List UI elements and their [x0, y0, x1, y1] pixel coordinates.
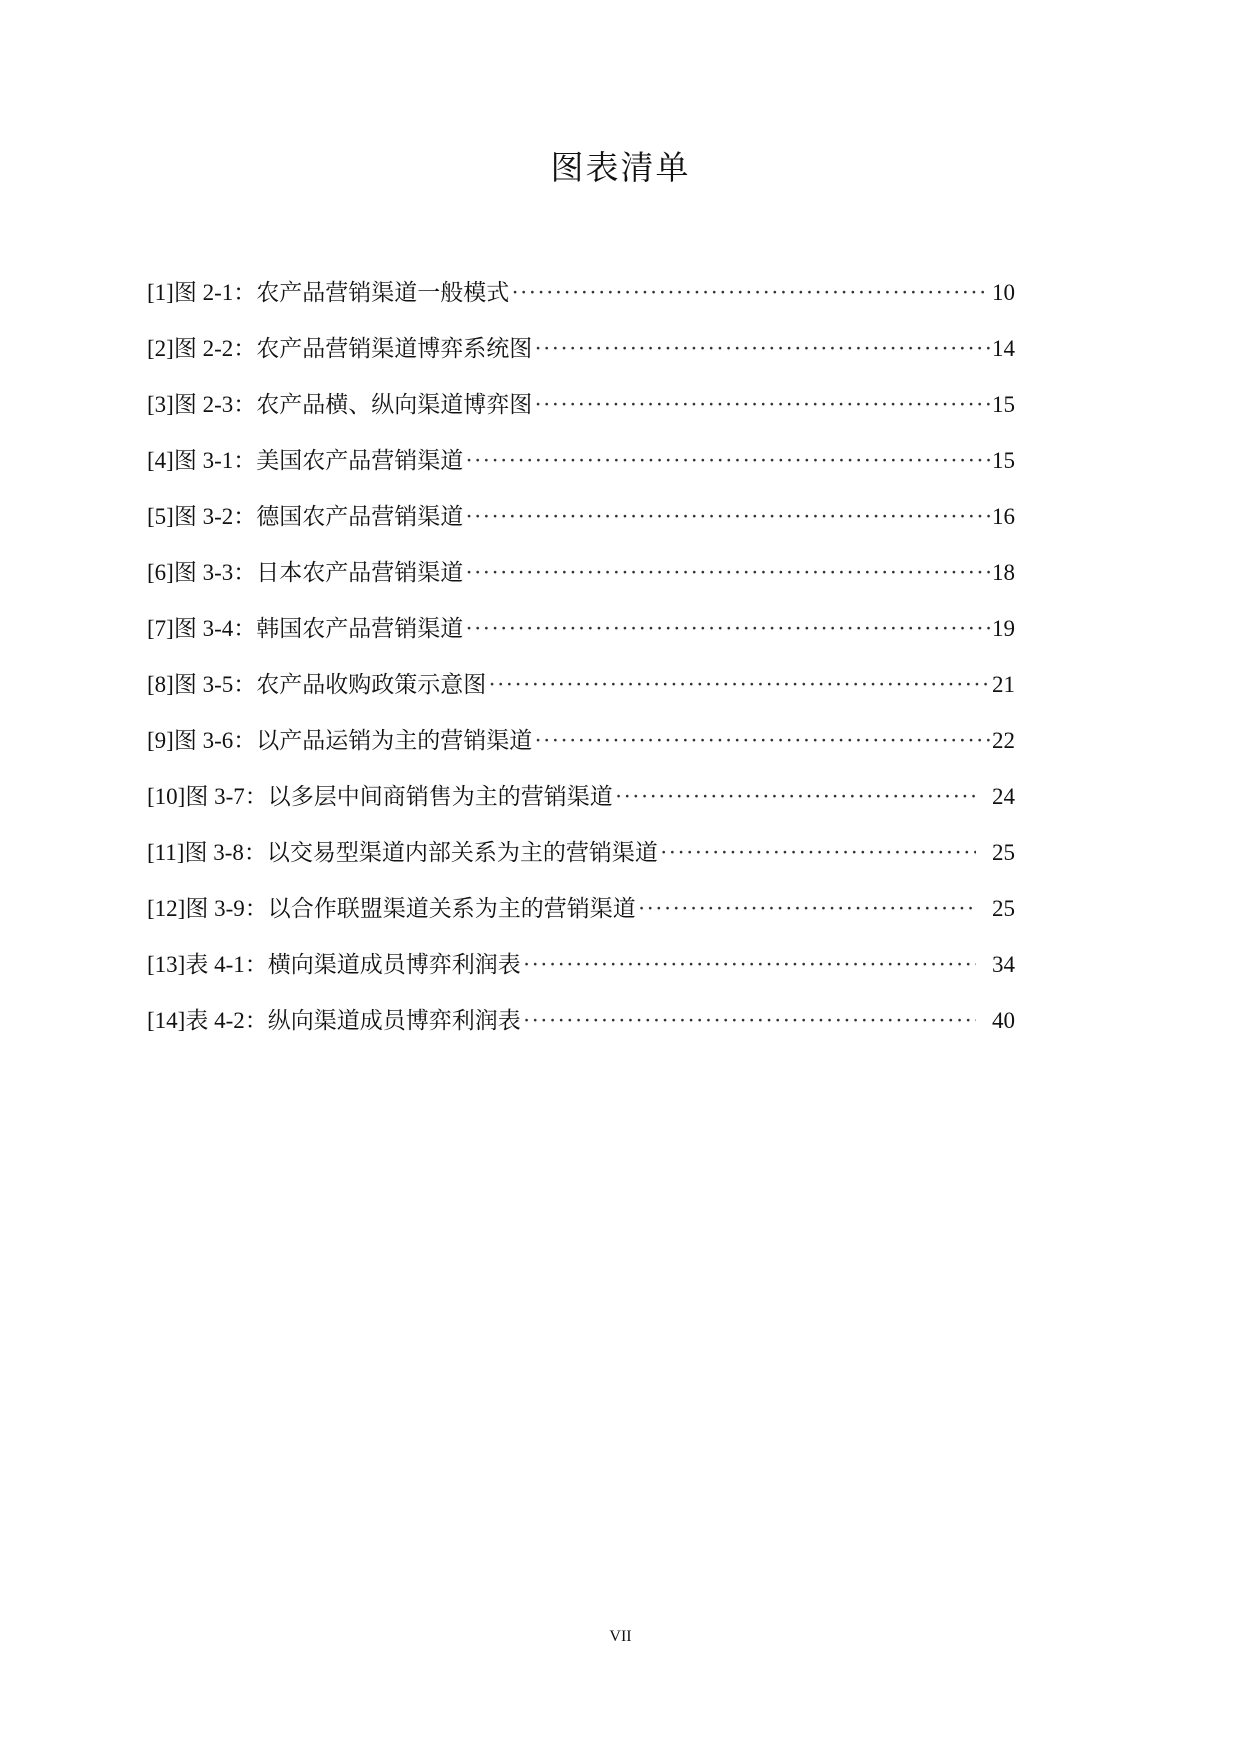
list-entry[interactable]: [147, 778, 1015, 834]
dot-leader: [534, 728, 990, 754]
entry-page-number: 21: [992, 672, 1015, 697]
list-entry[interactable]: [147, 498, 1015, 554]
dot-leader: [465, 504, 990, 530]
dot-leader: [523, 1008, 976, 1034]
list-entry[interactable]: [147, 610, 1015, 666]
entry-label: [12]图 3-9：以合作联盟渠道关系为主的营销渠道: [147, 896, 636, 921]
dot-leader: [465, 560, 990, 586]
entry-label: [1]图 2-1：农产品营销渠道一般模式: [147, 280, 510, 305]
dot-leader: [488, 672, 990, 698]
entry-label: [14]表 4-2：纵向渠道成员博弈利润表: [147, 1008, 521, 1033]
entry-page-number: 15: [992, 392, 1015, 417]
list-entry[interactable]: [147, 1002, 1015, 1058]
entry-page-number: 14: [992, 336, 1015, 361]
dot-leader: [465, 448, 990, 474]
page-number: VII: [609, 1628, 632, 1645]
dot-leader: [465, 616, 990, 642]
entry-label: [2]图 2-2：农产品营销渠道博弈系统图: [147, 336, 533, 361]
list-entry[interactable]: [147, 834, 1015, 890]
entry-label: [10]图 3-7：以多层中间商销售为主的营销渠道: [147, 784, 613, 809]
dot-leader: [511, 280, 990, 306]
entry-label: [11]图 3-8：以交易型渠道内部关系为主的营销渠道: [147, 840, 658, 865]
list-entry[interactable]: [147, 666, 1015, 722]
dot-leader: [615, 784, 976, 810]
list-entry[interactable]: [147, 890, 1015, 946]
dot-leader: [638, 896, 976, 922]
list-entry[interactable]: [147, 274, 1015, 330]
list-entry[interactable]: [147, 946, 1015, 1002]
dot-leader: [523, 952, 976, 978]
entry-page-number: 15: [992, 448, 1015, 473]
entry-label: [8]图 3-5：农产品收购政策示意图: [147, 672, 487, 697]
list-entry[interactable]: [147, 554, 1015, 610]
entry-page-number: 16: [992, 504, 1015, 529]
entry-label: [7]图 3-4：韩国农产品营销渠道: [147, 616, 464, 641]
entry-label: [4]图 3-1：美国农产品营销渠道: [147, 448, 464, 473]
dot-leader: [660, 840, 976, 866]
entry-page-number: 34: [992, 952, 1015, 977]
entry-page-number: 19: [992, 616, 1015, 641]
entry-page-number: 24: [992, 784, 1015, 809]
entry-page-number: 25: [992, 840, 1015, 865]
entry-page-number: 18: [992, 560, 1015, 585]
entry-label: [9]图 3-6：以产品运销为主的营销渠道: [147, 728, 533, 753]
entry-label: [5]图 3-2：德国农产品营销渠道: [147, 504, 464, 529]
entry-label: [3]图 2-3：农产品横、纵向渠道博弈图: [147, 392, 533, 417]
entry-label: [6]图 3-3：日本农产品营销渠道: [147, 560, 464, 585]
page-title: 图表清单: [550, 148, 691, 187]
list-entry[interactable]: [147, 330, 1015, 386]
entry-page-number: 25: [992, 896, 1015, 921]
entry-page-number: 10: [992, 280, 1015, 305]
figure-table-list: [147, 274, 1015, 1058]
entry-label: [13]表 4-1：横向渠道成员博弈利润表: [147, 952, 521, 977]
entry-page-number: 40: [992, 1008, 1015, 1033]
entry-page-number: 22: [992, 728, 1015, 753]
dot-leader: [534, 336, 990, 362]
list-entry[interactable]: [147, 442, 1015, 498]
list-entry[interactable]: [147, 722, 1015, 778]
dot-leader: [534, 392, 990, 418]
list-entry[interactable]: [147, 386, 1015, 442]
